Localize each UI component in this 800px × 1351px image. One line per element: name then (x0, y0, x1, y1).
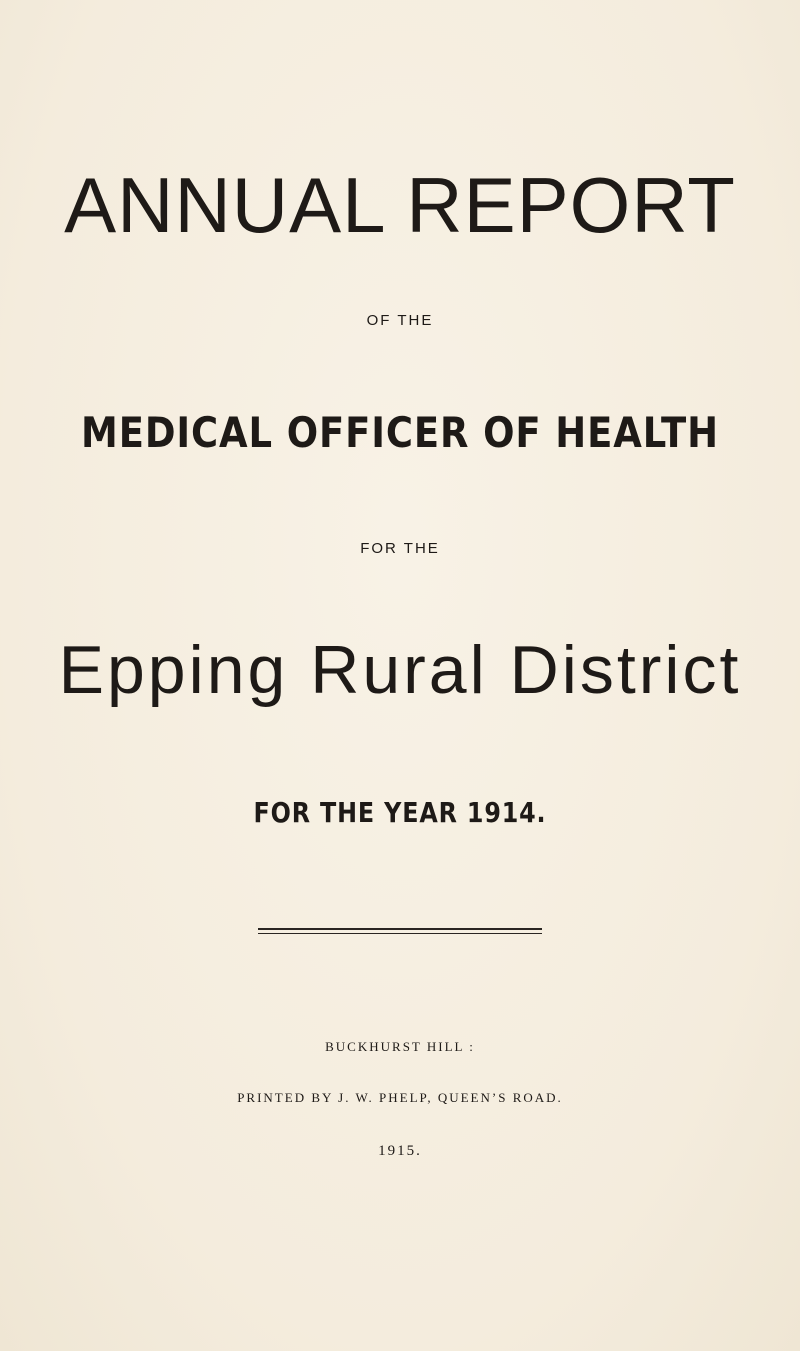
divider-rule-thin (258, 933, 542, 934)
for-the-label: FOR THE (360, 540, 440, 557)
of-the-label: OF THE (366, 312, 434, 329)
imprint-printer: PRINTED BY J. W. PHELP, QUEEN’S ROAD. (237, 1090, 563, 1105)
report-title: ANNUAL REPORT (64, 161, 736, 249)
imprint-place: BUCKHURST HILL : (325, 1039, 475, 1054)
year-heading: FOR THE YEAR 1914. (253, 796, 547, 829)
office-heading: MEDICAL OFFICER OF HEALTH (81, 408, 719, 457)
divider-rule-thick (258, 928, 542, 930)
district-heading: Epping Rural District (58, 632, 742, 708)
imprint-year: 1915. (378, 1143, 422, 1159)
